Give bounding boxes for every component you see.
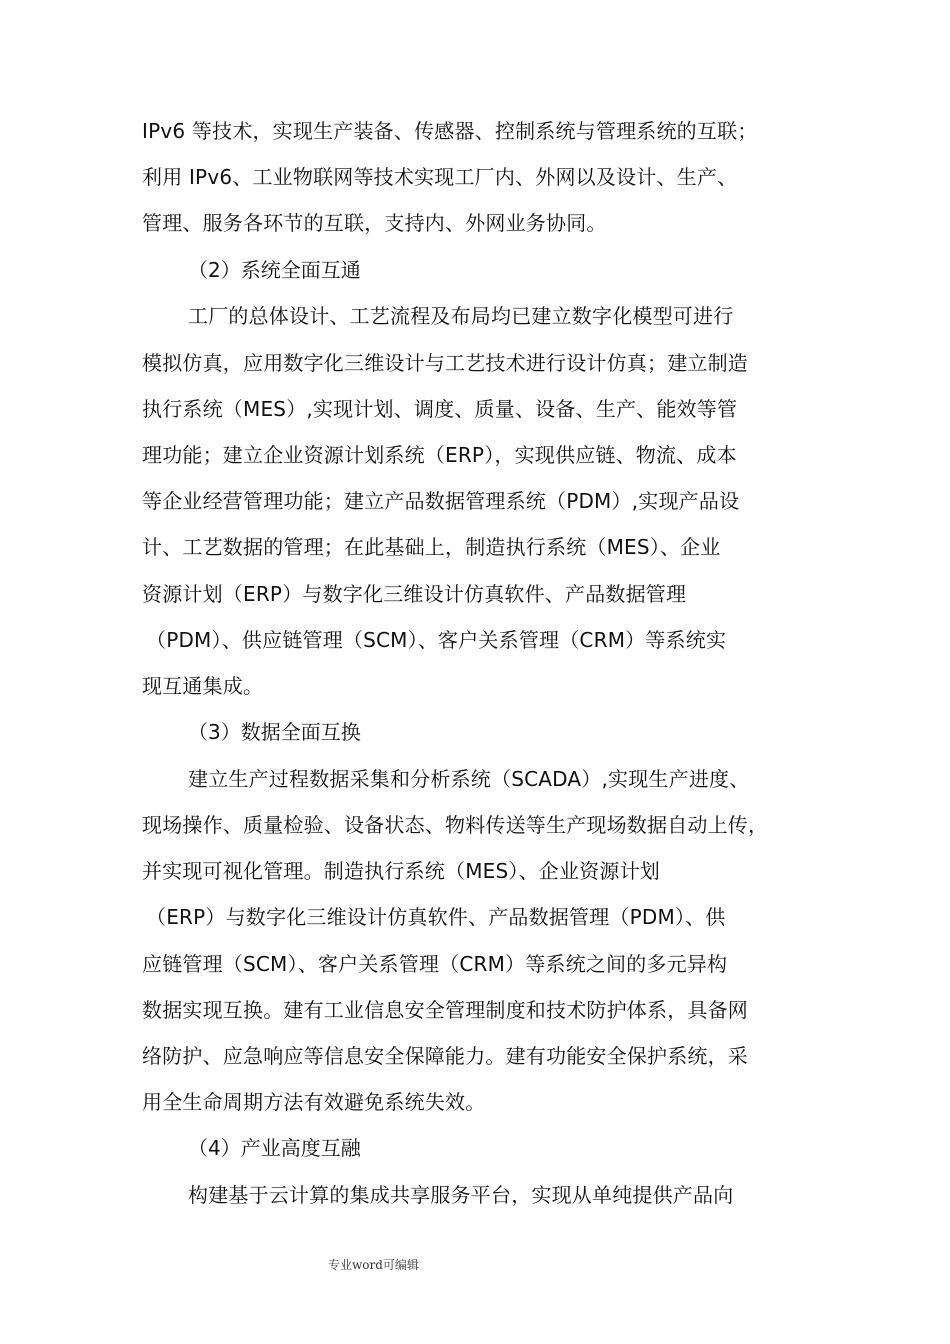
body-text-line: 用全生命周期方法有效避免系统失效。 [142,1090,486,1114]
body-text-line: 现场操作、质量检验、设备状态、物料传送等生产现场数据自动上传， [142,813,769,837]
body-text-line: 执行系统（MES）,实现计划、调度、质量、设备、生产、能效等管 [142,397,738,421]
body-text-line: 等企业经营管理功能；建立产品数据管理系统（PDM）,实现产品设 [142,489,740,513]
body-text-line: 应链管理（SCM）、客户关系管理（CRM）等系统之间的多元异构 [142,952,728,976]
section-heading-2: （2）系统全面互通 [188,258,361,282]
body-text-line: 模拟仿真，应用数字化三维设计与工艺技术进行设计仿真；建立制造 [142,351,748,375]
body-text-line: 计、工艺数据的管理；在此基础上，制造执行系统（MES）、企业 [142,535,721,559]
body-text-line: 并实现可视化管理。制造执行系统（MES）、企业资源计划 [142,859,660,883]
body-text-line: 数据实现互换。建有工业信息安全管理制度和技术防护体系，具备网 [142,998,748,1022]
section-heading-3: （3）数据全面互换 [188,720,361,744]
body-text-line: 管理、服务各环节的互联，支持内、外网业务协同。 [142,211,607,235]
body-text-line: 理功能；建立企业资源计划系统（ERP），实现供应链、物流、成本 [142,443,737,467]
body-text-line: 利用 IPv6、工业物联网等技术实现工厂内、外网以及设计、生产、 [142,165,738,189]
body-text-line: 工厂的总体设计、工艺流程及布局均已建立数字化模型可进行 [188,304,734,328]
section-heading-4: （4）产业高度互融 [188,1136,361,1160]
footer-note: 专业word可编辑 [328,1258,419,1272]
body-text-line: （ERP）与数字化三维设计仿真软件、产品数据管理（PDM）、供 [146,905,726,929]
body-text-line: 资源计划（ERP）与数字化三维设计仿真软件、产品数据管理 [142,582,687,606]
body-text-line: 建立生产过程数据采集和分析系统（SCADA）,实现生产进度、 [188,767,750,791]
body-text-line: 构建基于云计算的集成共享服务平台，实现从单纯提供产品向 [188,1183,734,1207]
body-text-line: IPv6 等技术，实现生产装备、传感器、控制系统与管理系统的互联； [142,119,758,143]
body-text-line: 络防护、应急响应等信息安全保障能力。建有功能安全保护系统，采 [142,1044,748,1068]
body-text-line: 现互通集成。 [142,674,264,698]
body-text-line: （PDM）、供应链管理（SCM）、客户关系管理（CRM）等系统实 [146,628,727,652]
